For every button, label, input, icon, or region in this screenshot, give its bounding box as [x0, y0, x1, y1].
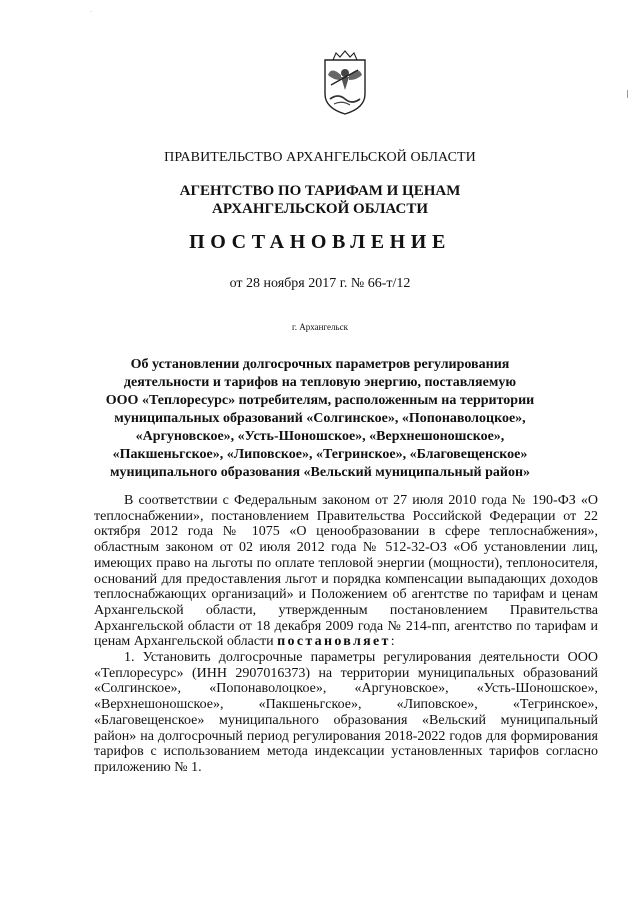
resolution-keyword: постановляет — [277, 634, 391, 650]
subject-line: муниципальных образований «Солгинское», «Попонаволоцкое», — [114, 411, 526, 426]
preamble-text: В соответствии с Федеральным законом от 27 июля 2010 года № 190-ФЗ «О теплоснабжении», постановлением Правительства Российской Федерации от 22 октября 2012 года № 1075 «О ценообразовании в сфере теплоснабжения», областным законом от 02 июля 2012 года № 512-32-ОЗ «Об установлении лиц, имеющих право на льготы по оплате тепловой энергии (мощности), теплоносителя, оснований для предоставления льгот и порядка компенсации выпадающих доходов теплоснабжающих организаций» и Положением об агентстве по тарифам и ценам Архангельской области, утвержденным постановлением Правительства Архангельской области от 18 декабря 2009 года № 214-пп, агентство по тарифам и ценам Архангельской области — [94, 493, 598, 650]
agency-name-line: АРХАНГЕЛЬСКОЙ ОБЛАСТИ — [212, 201, 428, 217]
document-type-title: ПОСТАНОВЛЕНИЕ — [189, 231, 451, 253]
agency-name — [0, 182, 640, 218]
document-city: г. Архангельск — [292, 322, 348, 332]
subject-line: муниципального образования «Вельский муниципальный район» — [109, 465, 531, 480]
document-subject — [0, 356, 640, 482]
document-date-number: от 28 ноября 2017 г. № 66-т/12 — [229, 276, 411, 291]
agency-name-line: АГЕНТСТВО ПО ТАРИФАМ И ЦЕНАМ — [179, 183, 461, 199]
preamble-colon: : — [390, 634, 395, 650]
scan-corner-mark: · — [90, 8, 93, 16]
subject-line: «Аргуновское», «Усть-Шоношское», «Верхнешоношское», — [135, 429, 505, 444]
scan-edge-mark — [627, 90, 628, 98]
subject-line: деятельности и тарифов на тепловую энергию, поставляемую — [123, 375, 517, 390]
subject-line: Об установлении долгосрочных параметров регулирования — [130, 357, 510, 372]
clause-1-text: 1. Установить долгосрочные параметры регулирования деятельности ООО «Теплоресурс» (ИНН 2907016373) на территории муниципальных образований «Солгинское», «Попонаволоцкое», «Аргуновское», «Усть-Шоношское», «Верхнешоношское», «Пакшеньгское», «Липовское», «Тегринское», «Благовещенское» муниципального образования «Вельский муниципальный район» на долгосрочный период регулирования 2018-2022 годов для формирования тарифов с использованием метода индексации установленных тарифов согласно приложению № 1. — [94, 650, 598, 775]
subject-line: «Пакшеньгское», «Липовское», «Тегринское», «Благовещенское» — [112, 447, 528, 462]
preamble-paragraph — [94, 493, 598, 650]
document-body — [94, 493, 598, 776]
subject-line: ООО «Теплоресурс» потребителям, расположенным на территории — [105, 393, 535, 408]
arkhangelsk-coat-of-arms-icon — [322, 50, 368, 116]
government-name: ПРАВИТЕЛЬСТВО АРХАНГЕЛЬСКОЙ ОБЛАСТИ — [164, 150, 476, 165]
clause-paragraph — [94, 650, 598, 776]
